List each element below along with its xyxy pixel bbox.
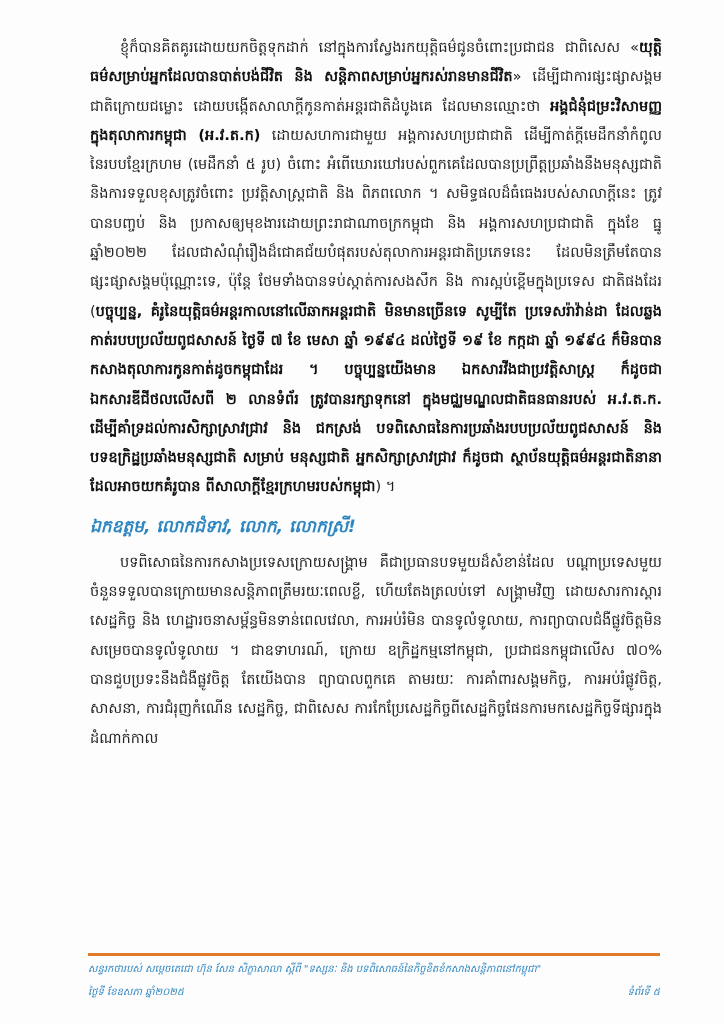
paragraph-intro-text-end: ) ។ <box>375 479 396 496</box>
paragraph-intro-bold-quote: យុត្តិធម៌សម្រាប់អ្នកដែលបានបាត់បង់ជីវិត និង សន្តិភាពសម្រាប់អ្នករស់រានមានជីវិត <box>90 40 662 86</box>
footer-meta <box>88 985 660 1000</box>
paragraph-post-war: បទពិសោធនៃការកសាងប្រទេសក្រោយសង្គ្រាម គឺជាប្រធានបទមួយដ៏សំខាន់ដែល បណ្តាប្រទេសមួយចំនួនទទួលបានក្រោយមានសន្តិភាពត្រឹមរយៈពេលខ្លី, ហើយតែងត្រលប់ទៅ សង្គ្រាមវិញ ដោយសារការស្តារសេដ្ឋកិច្ច និង ហេដ្ឋារចនាសម្ព័ន្ធមិនទាន់ពេលវេលា, ការអប់រំមិន បានទូលំទូលាយ, ការព្យាបាលជំងឺផ្លូវចិត្តមិនសម្រេចបានទូលំទូលាយ ។ ជាឧទាហរណ៍, ក្រោយ ឧក្រិដ្ឋកម្មនៅកម្ពុជា, ប្រជាជនកម្ពុជាលើស ៧០% បានជួបប្រទះនឹងជំងឺផ្លូវចិត្ត តែយើងបាន ព្យាបាលពួកគេ តាមរយៈ ការគាំពារសង្គមកិច្ច, ការអប់រំផ្លូវចិត្ត, សាសនា, ការជំរុញកំណើន សេដ្ឋកិច្ច, ជាពិសេស ការកែប្រែសេដ្ឋកិច្ចពីសេដ្ឋកិច្ចផែនការមកសេដ្ឋកិច្ចទីផ្សារក្នុងដំណាក់កាល <box>90 554 662 747</box>
footer-page-number: ទំព័រទី ៥ <box>627 987 660 998</box>
paragraph-intro-text-1: ខ្ញុំក៏បានគិតគូរដោយយកចិត្តទុកដាក់ នៅក្នុងការស្វែងរកយុត្តិធម៌ជូនចំពោះប្រជាជន ជាពិសេស « <box>120 40 639 56</box>
paragraph-intro <box>90 34 662 503</box>
body-text <box>90 34 662 754</box>
paragraph-intro-bold-eccc: អង្គជំនុំជម្រះវិសាមញ្ញក្នុងតុលាការកម្ពុជា (អ.វ.ត.ក) <box>90 98 662 144</box>
footer-date: ថ្ងៃទី ខែឧសភា ឆ្នាំ២០២៥ <box>88 987 184 998</box>
paragraph-intro-text-2: » ដើម្បីជាការផ្សះផ្សាសង្គមជាតិក្រោយជម្លោះ ដោយបង្កើតសាលាក្តីកូនកាត់អន្តរជាតិដំបូងគេ ដែលមានឈ្មោះថា <box>90 69 662 115</box>
paragraph-intro-text-3: ដោយសហការជាមួយ អង្គការសហប្រជាជាតិ ដើម្បីកាត់ក្តីមេដឹកនាំកំពូលនៃរបបខ្មែរក្រហម (មេដឹកនាំ ៥ រូប) ចំពោះ អំពើឃោរឃៅរបស់ពួកគេដែលបានប្រព្រឹត្តប្រឆាំងនឹងមនុស្សជាតិ និងការទទួលខុសត្រូវចំពោះ ប្រវត្តិសាស្ត្រជាតិ និង ពិភពលោក ។ សមិទ្ធផលដ៏ធំធេងរបស់សាលាក្តីនេះ ត្រូវបានបញ្ចប់ និង ប្រកាសឲ្យមុខងារដោយព្រះរាជាណាចក្រកម្ពុជា និង អង្គការសហប្រជាជាតិ ក្នុងខែ ធ្នូ ឆ្នាំ២០២២ ដែលជាសំណុំរឿងដ៏ជោគជ័យបំផុតរបស់តុលាការអន្តរជាតិប្រភេទនេះ ដែលមិនត្រឹមតែបាន ផ្សះផ្សាសង្គមប៉ុណ្ណោះទេ, ប៉ុន្តែ ថែមទាំងបានទប់ស្កាត់ការសងសឹក និង ការស្អប់ខ្ពើមក្នុងប្រទេស ជាតិផងដែរ ( <box>90 127 662 320</box>
section-heading-salutation: ឯកឧត្តម, លោកជំទាវ, លោក, លោកស្រី! <box>90 516 356 537</box>
footer-divider <box>88 953 660 956</box>
paragraph-intro-bold-note: បច្ចុប្បន្ន, គំរូនៃយុត្តិធម៌អន្តរកាលនៅលើឆាកអន្តរជាតិ មិនមានច្រើនទេ សូម្បីតែ ប្រទេសរ៉ាវ៉ាន់ដា ដែលឆ្លងកាត់របបប្រល័យពូជសាសន៍ ថ្ងៃទី ៧ ខែ មេសា ឆ្នាំ ១៩៩៤ ដល់ថ្ងៃទី ១៩ ខែ កក្កដា ឆ្នាំ ១៩៩៤ ក៏មិនបានកសាងតុលាការកូនកាត់ដូចកម្ពុជាដែរ ។ បច្ចុប្បន្នយើងមាន ឯកសារវីងជាប្រវត្តិសាស្ត្រ ក៏ដូចជាឯកសារឌីជីថលលើសពី ២ លានទំព័រ ត្រូវបានរក្សាទុកនៅ ក្នុងមជ្ឈមណ្ឌលជាតិធនធានរបស់ អ.វ.ត.ក. ដើម្បីគាំទ្រដល់ការសិក្សាស្រាវជ្រាវ និង ជកស្រង់ បទពិសោធនៃការប្រឆាំងរបបប្រល័យពូជសាសន៍ និង បទឧក្រិដ្ឋប្រឆាំងមនុស្សជាតិ សម្រាប់ មនុស្សជាតិ អ្នកសិក្សាស្រាវជ្រាវ ក៏ដូចជា ស្ថាប័នយុត្តិធម៌អន្តរជាតិនានា ដែលអាចយកគំរូបាន ពីសាលាក្តីខ្មែរក្រហមរបស់កម្ពុជា <box>90 303 662 496</box>
footer-speech-title: សន្ទរកថារបស់ សម្តេចតេជោ ហ៊ុន សែន សិក្ខាសាលា ស្តីពី "ទស្សនៈ និង បទពិសោធន៍នៃកិច្ចខិតខំកសាងសន្តិភាពនៅកម្ពុជា" <box>88 964 542 975</box>
